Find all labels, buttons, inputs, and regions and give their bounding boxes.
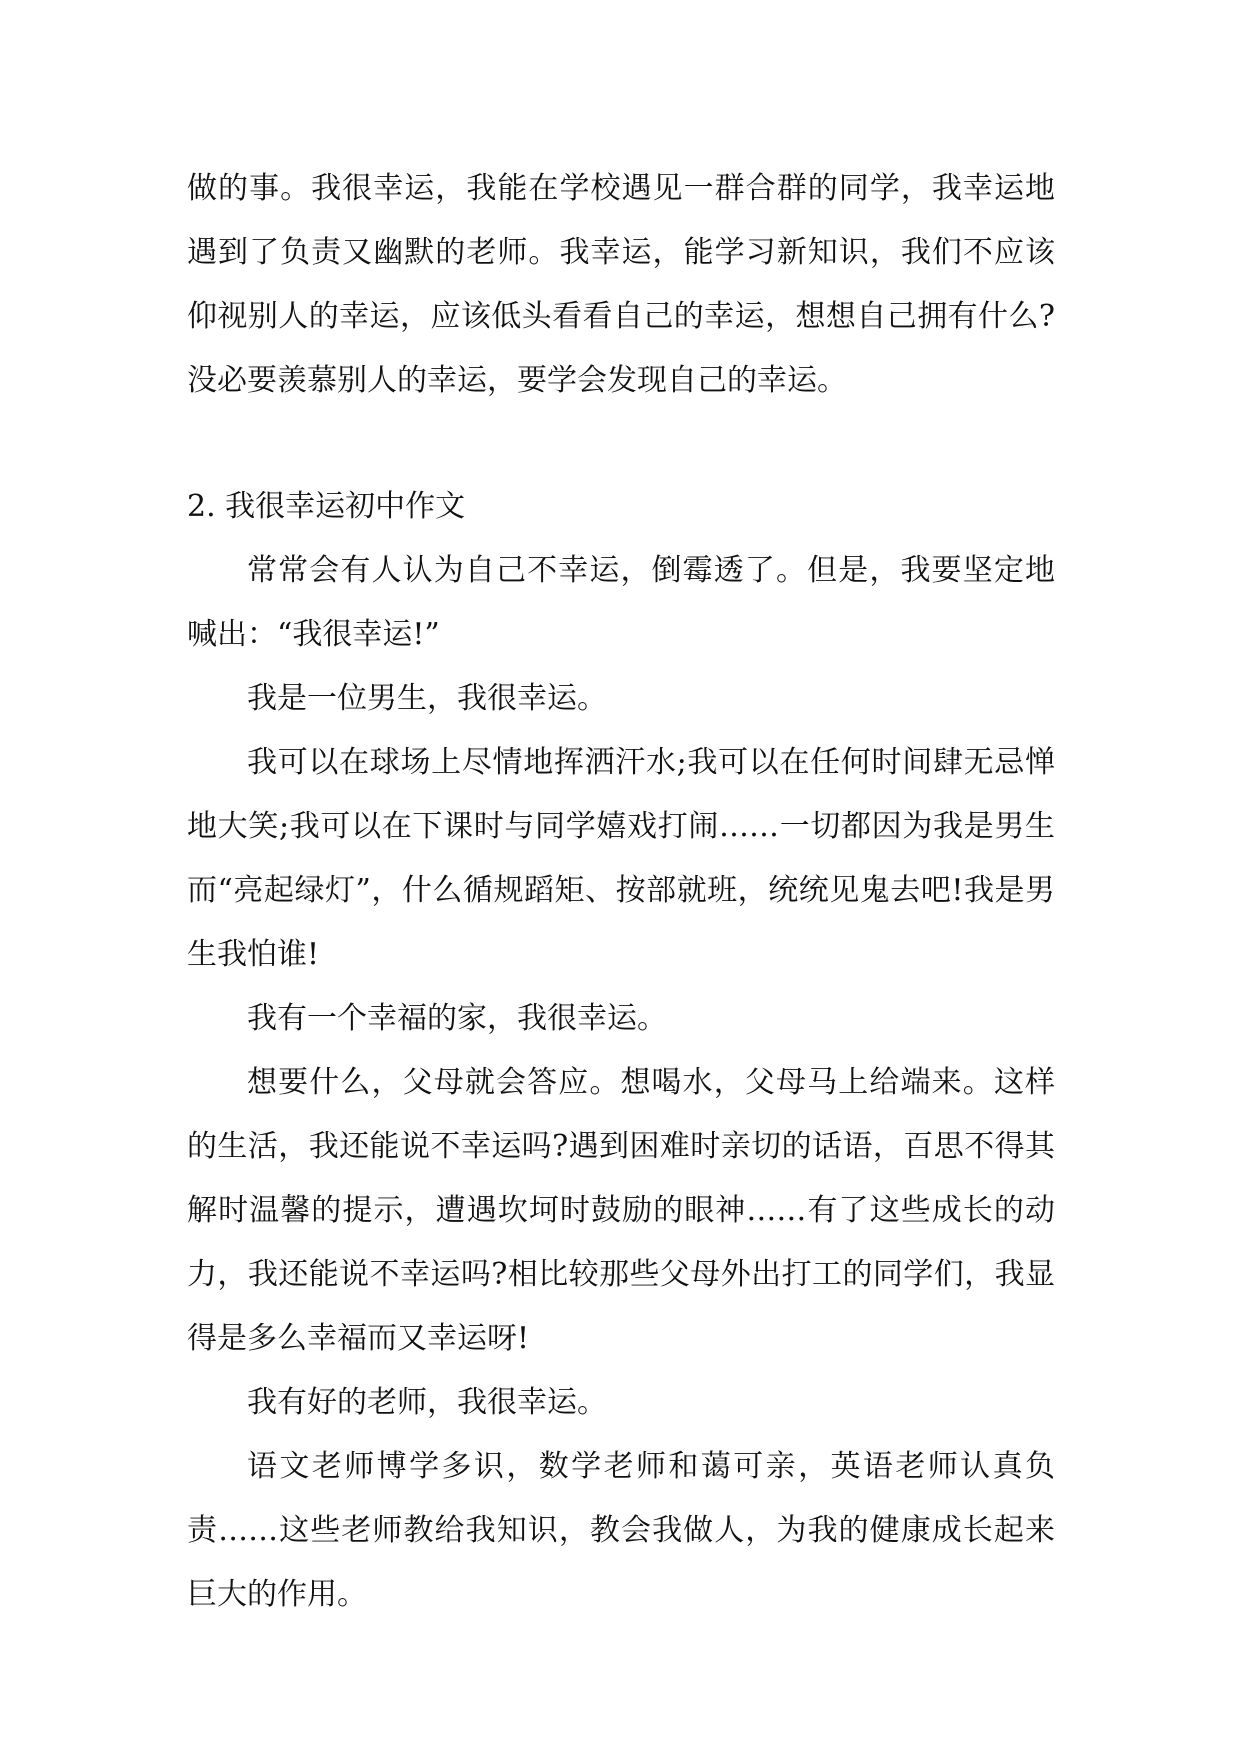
section-title: 2. 我很幸运初中作文 (187, 489, 466, 524)
body-paragraph: 想要什么，父母就会答应。想喝水，父母马上给端来。这样的生活，我还能说不幸运吗?遇到困难时亲切的话语，百思不得其解时温馨的提示，遭遇坎坷时鼓励的眼神……有了这些成长的动力，我还能说不幸运吗?相比较那些父母外出打工的同学们，我显得是多么幸福而又幸运呀! (187, 1065, 1055, 1356)
document-body (187, 157, 1055, 1627)
section-spacer (187, 413, 1055, 475)
body-paragraph: 我有一个幸福的家，我很幸运。 (247, 1001, 667, 1036)
body-paragraph: 常常会有人认为自己不幸运，倒霉透了。但是，我要坚定地喊出：“我很幸运!” (187, 553, 1055, 652)
continuation-paragraph: 做的事。我很幸运，我能在学校遇见一群合群的同学，我幸运地遇到了负责又幽默的老师。我幸运，能学习新知识，我们不应该仰视别人的幸运，应该低头看看自己的幸运，想想自己拥有什么?没必要羡慕别人的幸运，要学会发现自己的幸运。 (187, 171, 1055, 398)
body-paragraph: 我有好的老师，我很幸运。 (247, 1385, 607, 1420)
body-paragraph: 我是一位男生，我很幸运。 (247, 681, 607, 716)
body-paragraph: 语文老师博学多识，数学老师和蔼可亲，英语老师认真负责……这些老师教给我知识，教会我做人，为我的健康成长起来巨大的作用。 (187, 1449, 1055, 1612)
body-paragraph: 我可以在球场上尽情地挥洒汗水;我可以在任何时间肆无忌惮地大笑;我可以在下课时与同学嬉戏打闹……一切都因为我是男生而“亮起绿灯”，什么循规蹈矩、按部就班，统统见鬼去吧!我是男生我怕谁! (187, 745, 1055, 972)
